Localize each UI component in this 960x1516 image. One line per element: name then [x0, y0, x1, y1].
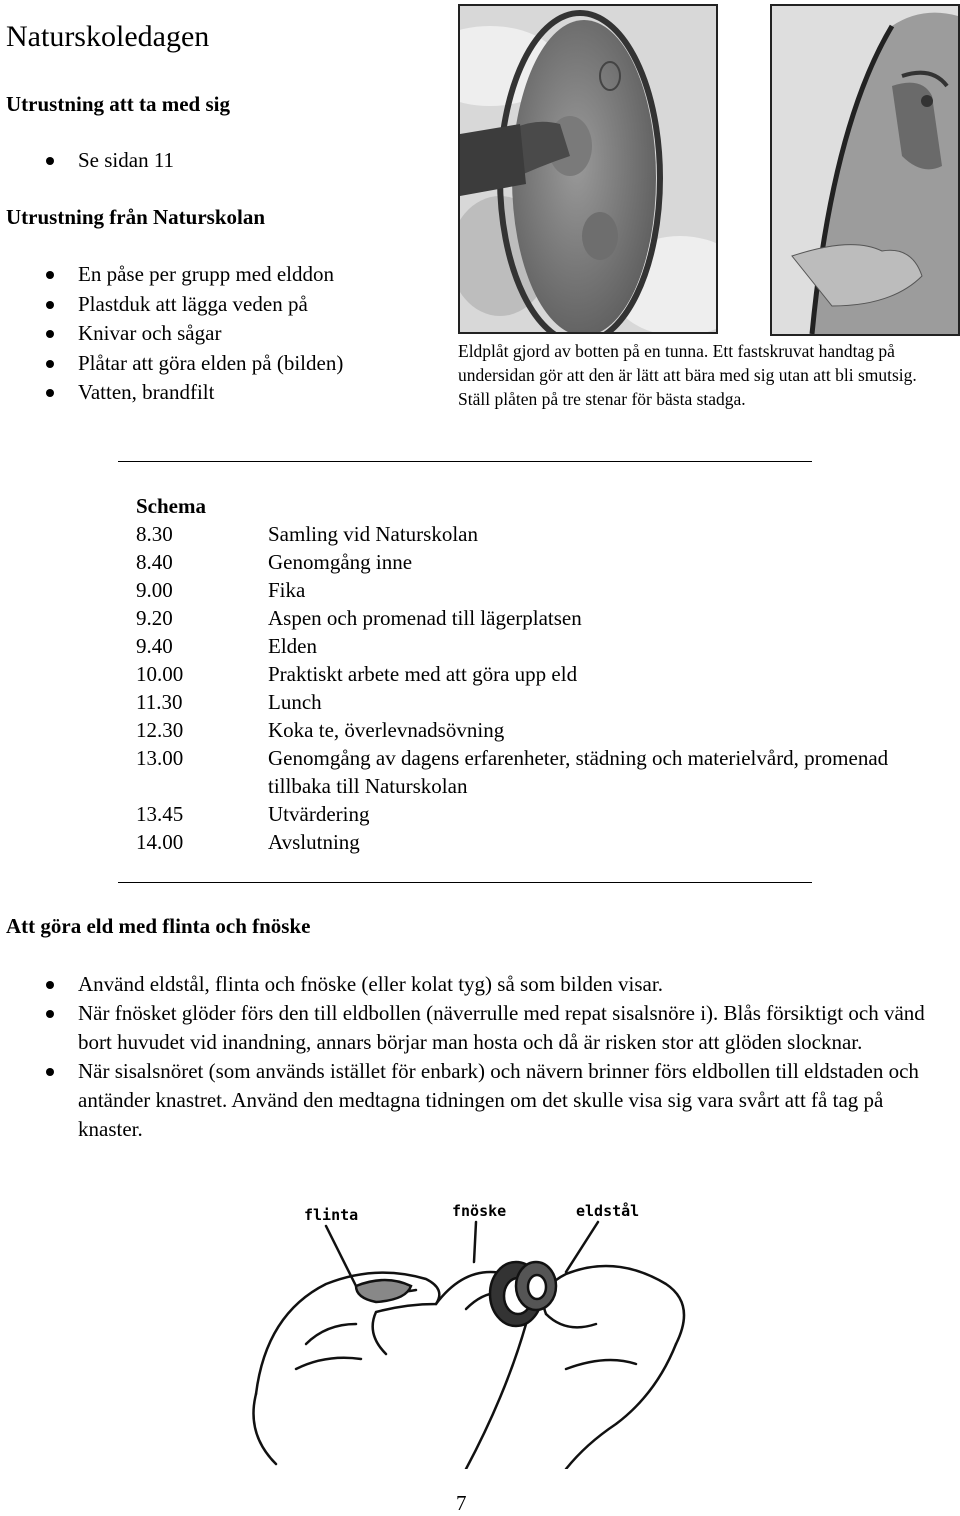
bring-list	[6, 146, 174, 176]
schedule-row	[136, 744, 896, 800]
label-tinder: fnöske	[452, 1202, 507, 1220]
list-item: Se sidan 11	[6, 146, 174, 176]
schedule-row	[136, 576, 896, 604]
list-item: Plåtar att göra elden på (bilden)	[6, 349, 343, 379]
schedule-activity: Elden	[268, 634, 317, 658]
flint-steel-illustration	[236, 1194, 706, 1469]
schedule-table	[136, 520, 896, 856]
photo-plate-handle	[770, 4, 960, 336]
divider	[118, 882, 812, 883]
schedule-activity: Avslutning	[268, 830, 360, 854]
page-title: Naturskoledagen	[6, 20, 210, 53]
schedule-activity: Fika	[268, 578, 306, 602]
schema-heading: Schema	[136, 494, 206, 518]
schedule-row	[136, 604, 896, 632]
schedule-time: 9.00	[136, 578, 173, 602]
fire-instructions-list	[6, 970, 926, 1144]
schedule-time: 10.00	[136, 662, 184, 686]
schedule-activity: Praktiskt arbete med att göra upp eld	[268, 662, 578, 686]
schedule-time: 14.00	[136, 830, 184, 854]
plate-handle-image	[772, 6, 958, 334]
divider	[118, 461, 812, 462]
schedule-row	[136, 632, 896, 660]
photo-caption: Eldplåt gjord av botten på en tunna. Ett fastskruvat handtag på undersidan gör att den är lätt att bära med sig utan att bli smutsig. Ställ plåten på tre stenar för bästa stadga.	[458, 341, 917, 409]
schedule-activity: Genomgång inne	[268, 550, 413, 574]
list-item: En påse per grupp med elddon	[6, 260, 343, 290]
schedule-time: 12.30	[136, 718, 184, 742]
schedule-time: 9.40	[136, 634, 173, 658]
schedule-row	[136, 660, 896, 688]
schedule-row	[136, 548, 896, 576]
list-item: Knivar och sågar	[6, 319, 343, 349]
school-equipment-list	[6, 260, 343, 408]
schedule-time: 13.45	[136, 802, 184, 826]
schedule-row	[136, 716, 896, 744]
schedule-activity: Genomgång av dagens erfarenheter, städning och materielvård, promenad tillbaka till Naturskolan	[268, 746, 889, 798]
label-fire-steel: eldstål	[576, 1202, 640, 1220]
list-item: Vatten, brandfilt	[6, 378, 343, 408]
schedule-activity: Aspen och promenad till lägerplatsen	[268, 606, 582, 630]
page-number: 7	[456, 1491, 467, 1515]
schedule-time: 11.30	[136, 690, 183, 714]
list-item: Använd eldstål, flinta och fnöske (eller kolat tyg) så som bilden visar.	[6, 970, 926, 999]
schedule-row	[136, 800, 896, 828]
schedule-time: 8.40	[136, 550, 173, 574]
schedule-activity: Utvärdering	[268, 802, 370, 826]
label-flint: flinta	[304, 1206, 359, 1224]
list-item: När fnösket glöder förs den till eldbollen (näverrulle med repat sisalsnöre i). Blås försiktigt och vänd bort huvudet vid inandning, annars börjar man hosta och då är risken stor att glöden slocknar.	[6, 999, 926, 1057]
schedule-activity: Samling vid Naturskolan	[268, 522, 478, 546]
section-heading-fire: Att göra eld med flinta och fnöske	[6, 914, 311, 938]
list-item: När sisalsnöret (som används istället för enbark) och nävern brinner förs eldbollen till eldstaden och antänder knastret. Använd den medtagna tidningen om det skulle visa sig vara svårt att få tag på knaster.	[6, 1057, 926, 1144]
section-heading-equipment-school: Utrustning från Naturskolan	[6, 205, 266, 229]
fire-plate-image	[460, 6, 716, 332]
list-item: Plastduk att lägga veden på	[6, 290, 343, 320]
schedule-row	[136, 688, 896, 716]
schedule-time: 8.30	[136, 522, 173, 546]
hands-illustration	[236, 1194, 706, 1469]
schedule-time: 9.20	[136, 606, 173, 630]
schedule-activity: Koka te, överlevnadsövning	[268, 718, 505, 742]
schedule-row	[136, 828, 896, 856]
photo-fire-plate	[458, 4, 718, 334]
schedule-activity: Lunch	[268, 690, 322, 714]
schedule-row	[136, 520, 896, 548]
schedule-time: 13.00	[136, 746, 184, 770]
section-heading-equipment-bring: Utrustning att ta med sig	[6, 92, 230, 116]
